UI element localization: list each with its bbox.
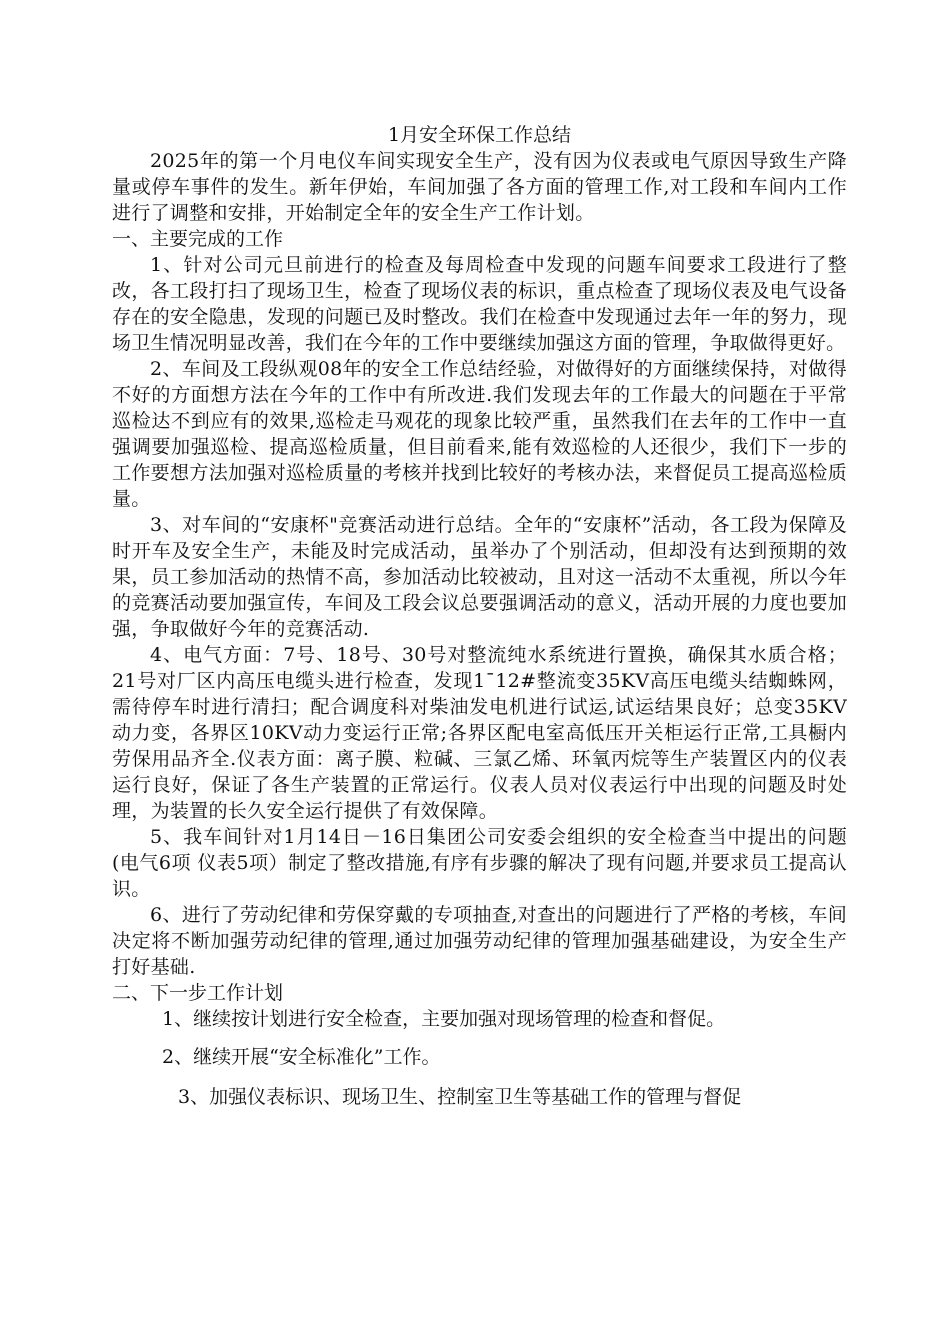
document-page	[112, 122, 847, 1110]
plan-item-2: 2、继续开展“安全标准化”工作。	[162, 1046, 441, 1068]
completed-item-4: 4、电气方面：7号、18号、30号对整流纯水系统进行置换，确保其水质合格；21号对厂区内高压电缆头进行检查，发现1¯12#整流变35KV高压电缆头结蜘蛛网，需待停车时进行清扫；配合调度科对柴油发电机进行试运,试运结果良好；总变35KV动力变，各界区10KV动力变运行正常;各界区配电室高低压开关柜运行正常,工具橱内劳保用品齐全.仪表方面：离子膜、粒碱、三氯乙烯、环氧丙烷等生产装置区内的仪表运行良好，保证了各生产装置的正常运行。仪表人员对仪表运行中出现的问题及时处理，为装置的长久安全运行提供了有效保障。	[112, 644, 847, 822]
document-title: 1月安全环保工作总结	[387, 124, 572, 146]
section-heading-completed-work: 一、主要完成的工作	[112, 228, 284, 250]
completed-item-5: 5、我车间针对1月14日－16日集团公司安委会组织的安全检查当中提出的问题(电气6项 仪表5项）制定了整改措施,有序有步骤的解决了现有问题,并要求员工提高认识。	[112, 826, 847, 900]
section-heading-next-plan: 二、下一步工作计划	[112, 982, 284, 1004]
completed-item-2: 2、车间及工段纵观08年的安全工作总结经验，对做得好的方面继续保持，对做得不好的方面想方法在今年的工作中有所改进.我们发现去年的工作最大的问题在于平常巡检达不到应有的效果,巡检走马观花的现象比较严重，虽然我们在去年的工作中一直强调要加强巡检、提高巡检质量，但目前看来,能有效巡检的人还很少，我们下一步的工作要想方法加强对巡检质量的考核并找到比较好的考核办法，来督促员工提高巡检质量。	[112, 358, 847, 510]
plan-item-3: 3、加强仪表标识、现场卫生、控制室卫生等基础工作的管理与督促	[178, 1086, 742, 1108]
completed-item-1: 1、针对公司元旦前进行的检查及每周检查中发现的问题车间要求工段进行了整改，各工段打扫了现场卫生，检查了现场仪表的标识，重点检查了现场仪表及电气设备存在的安全隐患，发现的问题已及时整改。我们在检查中发现通过去年一年的努力，现场卫生情况明显改善，我们在今年的工作中要继续加强这方面的管理，争取做得更好。	[112, 254, 847, 354]
plan-item-1: 1、继续按计划进行安全检查，主要加强对现场管理的检查和督促。	[162, 1008, 726, 1030]
intro-paragraph: 2025年的第一个月电仪车间实现安全生产，没有因为仪表或电气原因导致生产降量或停车事件的发生。新年伊始，车间加强了各方面的管理工作,对工段和车间内工作进行了调整和安排，开始制定全年的安全生产工作计划。	[112, 150, 847, 224]
completed-item-6: 6、进行了劳动纪律和劳保穿戴的专项抽查,对查出的问题进行了严格的考核，车间决定将不断加强劳动纪律的管理,通过加强劳动纪律的管理加强基础建设，为安全生产打好基础.	[112, 904, 847, 978]
completed-item-3: 3、对车间的“安康杯"竞赛活动进行总结。全年的“安康杯”活动，各工段为保障及时开车及安全生产，未能及时完成活动，虽举办了个别活动，但却没有达到预期的效果，员工参加活动的热情不高，参加活动比较被动，且对这一活动不太重视，所以今年的竞赛活动要加强宣传，车间及工段会议总要强调活动的意义，活动开展的力度也要加强，争取做好今年的竞赛活动.	[112, 514, 847, 640]
